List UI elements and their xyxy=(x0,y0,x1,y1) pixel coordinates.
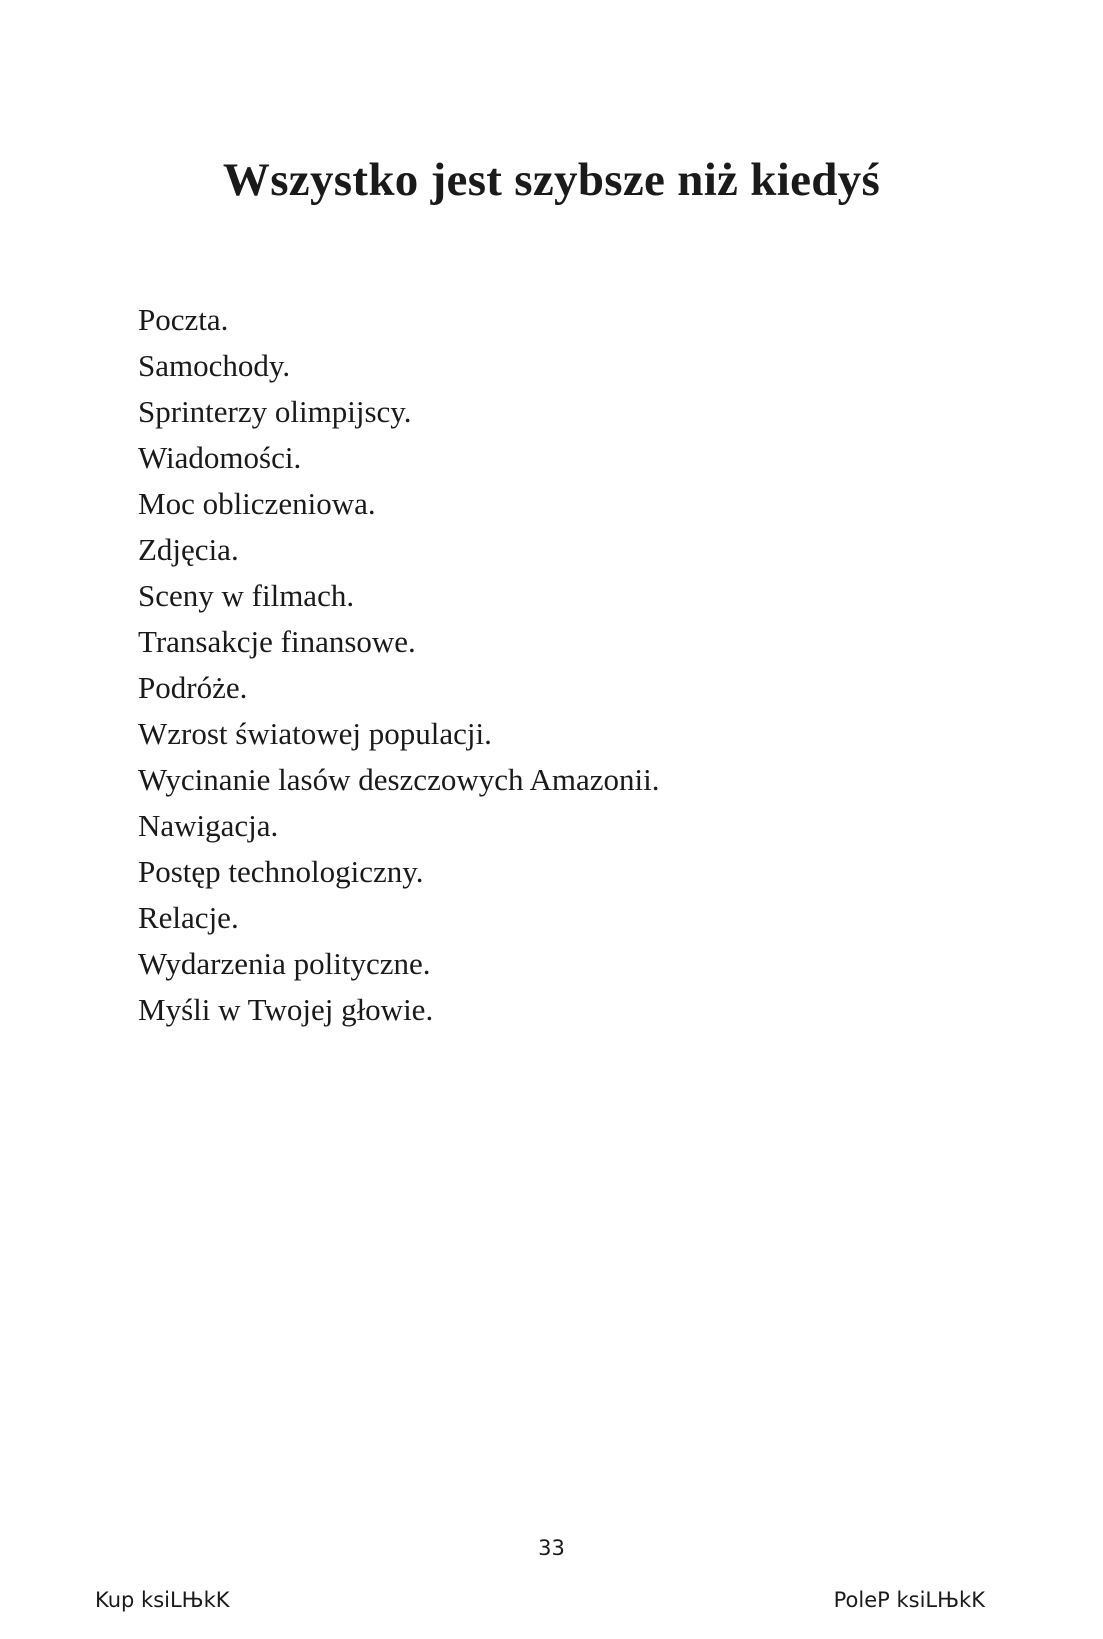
buy-book-link[interactable]: Kup ksiLЊkK xyxy=(95,1588,230,1612)
poem-lines xyxy=(138,297,660,1033)
poem-line: Transakcje finansowe. xyxy=(138,624,416,659)
poem-line: Nawigacja. xyxy=(138,808,279,843)
poem-line: Sprinterzy olimpijscy. xyxy=(138,394,412,429)
poem-line: Wydarzenia polityczne. xyxy=(138,946,431,981)
poem-line: Podróże. xyxy=(138,670,248,705)
poem-line: Sceny w filmach. xyxy=(138,578,355,613)
poem-line: Myśli w Twojej głowie. xyxy=(138,992,434,1027)
poem-line: Wycinanie lasów deszczowych Amazonii. xyxy=(138,762,660,797)
poem-line: Samochody. xyxy=(138,348,291,383)
poem-line: Relacje. xyxy=(138,900,239,935)
poem-line: Wzrost światowej populacji. xyxy=(138,716,492,751)
poem-line: Wiadomości. xyxy=(138,440,302,475)
page-title: Wszystko jest szybsze niż kiedyś xyxy=(222,154,881,206)
poem-line: Zdjęcia. xyxy=(138,532,239,567)
page-number: 33 xyxy=(538,1536,565,1560)
poem-line: Poczta. xyxy=(138,302,229,337)
poem-line: Postęp technologiczny. xyxy=(138,854,424,889)
poem-line: Moc obliczeniowa. xyxy=(138,486,376,521)
recommend-book-link[interactable]: PoleP ksiLЊkK xyxy=(833,1588,985,1612)
